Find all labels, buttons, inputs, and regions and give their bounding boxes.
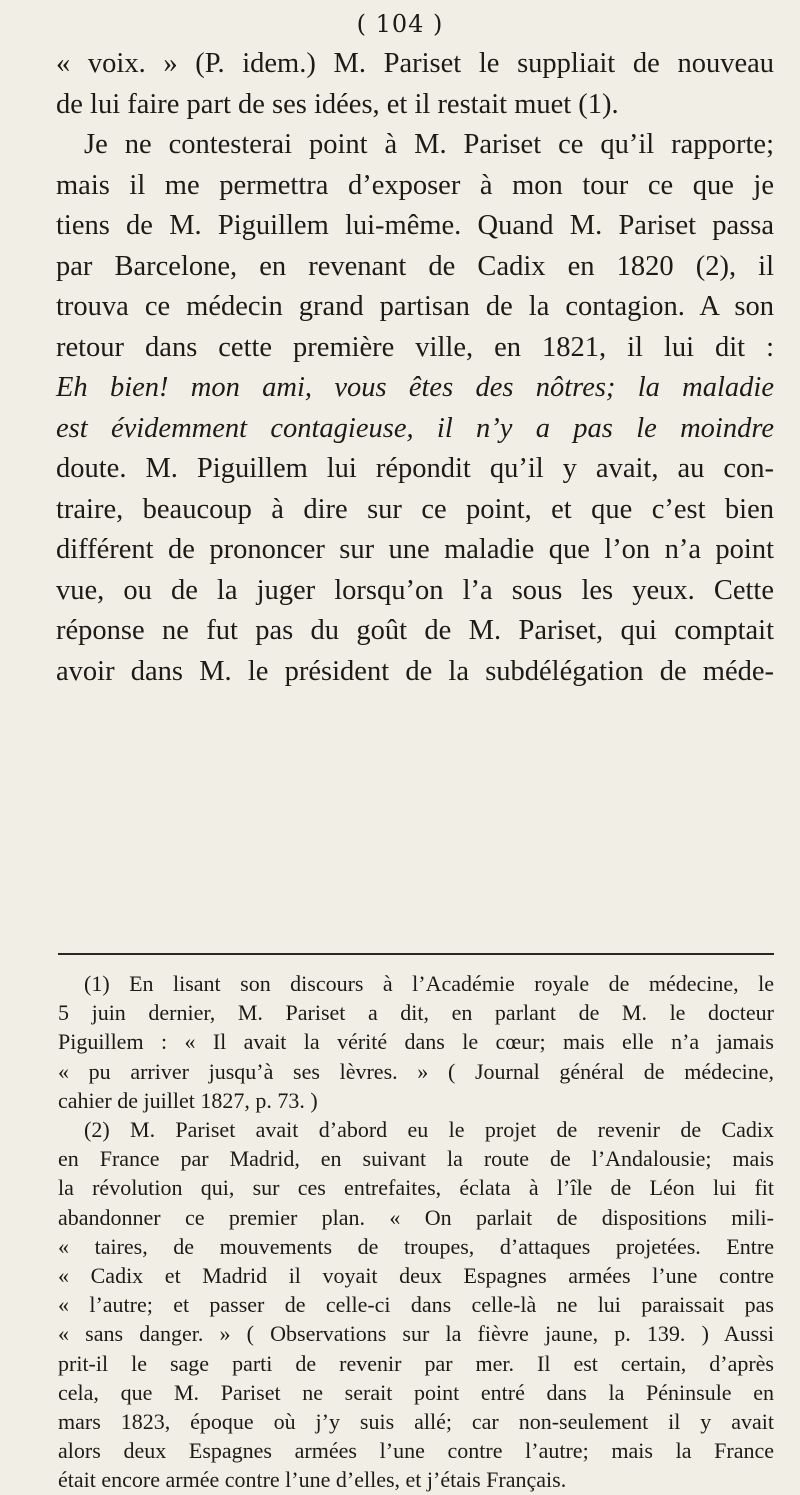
footnote-line: « Cadix et Madrid il voyait deux Espagnes armées l’une contre bbox=[58, 1263, 774, 1289]
body-line: différent de prononcer sur une maladie que l’on n’a point bbox=[56, 534, 774, 565]
main-text-block bbox=[56, 44, 774, 692]
body-line: trouva ce médecin grand partisan de la contagion. A son bbox=[56, 291, 774, 322]
footnote-line: « taires, de mouvements de troupes, d’attaques projetées. Entre bbox=[58, 1233, 774, 1259]
body-line: vue, ou de la juger lorsqu’on l’a sous les yeux. Cette bbox=[56, 574, 774, 606]
footnotes-block bbox=[58, 969, 774, 1495]
footnote-line: abandonner ce premier plan. « On parlait de dispositions mili- bbox=[58, 1204, 774, 1230]
body-line-italic: Eh bien! mon ami, vous êtes des nôtres; la maladie bbox=[56, 372, 774, 403]
body-line: tiens de M. Piguillem lui-même. Quand M. Pariset passa bbox=[56, 210, 774, 241]
body-line: doute. M. Piguillem lui répondit qu’il y avait, au con- bbox=[56, 453, 774, 484]
footnote-line: Piguillem : « Il avait la vérité dans le cœur; mais elle n’a jamais bbox=[58, 1029, 774, 1055]
body-line: de lui faire part de ses idées, et il restait muet (1). bbox=[56, 88, 619, 120]
footnote-line: « l’autre; et passer de celle-ci dans celle-là ne lui paraissait pas bbox=[58, 1292, 774, 1318]
footnote-line: (2) M. Pariset avait d’abord eu le projet de revenir de Cadix bbox=[84, 1117, 774, 1143]
footnote-line: cahier de juillet 1827, p. 73. ) bbox=[58, 1087, 318, 1113]
body-line: avoir dans M. le président de la subdélégation de méde- bbox=[56, 655, 774, 687]
footnote-line: mars 1823, époque où j’y suis allé; car non-seulement il y avait bbox=[58, 1409, 774, 1435]
body-line-italic: est évidemment contagieuse, il n’y a pas le moindre bbox=[56, 412, 774, 444]
body-line: Je ne contesterai point à M. Pariset ce qu’il rapporte; bbox=[84, 129, 774, 160]
footnote-line: « sans danger. » ( Observations sur la fièvre jaune, p. 139. ) Aussi bbox=[58, 1321, 774, 1347]
body-line: réponse ne fut pas du goût de M. Pariset, qui comptait bbox=[56, 615, 774, 646]
footnote-line: « pu arriver jusqu’à ses lèvres. » ( Journal général de médecine, bbox=[58, 1058, 774, 1084]
body-line: « voix. » (P. idem.) M. Pariset le suppliait de nouveau bbox=[56, 48, 774, 79]
footnote-line: en France par Madrid, en suivant la route de l’Andalousie; mais bbox=[58, 1146, 774, 1172]
body-line: par Barcelone, en revenant de Cadix en 1820 (2), il bbox=[56, 250, 774, 282]
footnote-line: (1) En lisant son discours à l’Académie royale de médecine, le bbox=[84, 971, 774, 996]
body-line: traire, beaucoup à dire sur ce point, et que c’est bien bbox=[56, 493, 774, 525]
footnote-line: 5 juin dernier, M. Pariset a dit, en parlant de M. le docteur bbox=[58, 1000, 774, 1026]
page-number: ( 104 ) bbox=[356, 10, 444, 38]
body-line: mais il me permettra d’exposer à mon tour ce que je bbox=[56, 169, 774, 201]
footnote-line: la révolution qui, sur ces entrefaites, éclata à l’île de Léon lui fit bbox=[58, 1175, 774, 1201]
body-line: retour dans cette première ville, en 1821, il lui dit : bbox=[56, 331, 774, 363]
footnote-line: était encore armée contre l’une d’elles, et j’étais Français. bbox=[58, 1467, 567, 1493]
footnote-line: cela, que M. Pariset ne serait point entré dans la Péninsule en bbox=[58, 1379, 774, 1405]
footnote-divider bbox=[58, 953, 774, 955]
footnote-line: prit-il le sage parti de revenir par mer. Il est certain, d’après bbox=[58, 1350, 774, 1376]
footnote-line: alors deux Espagnes armées l’une contre l’autre; mais la France bbox=[58, 1438, 774, 1464]
